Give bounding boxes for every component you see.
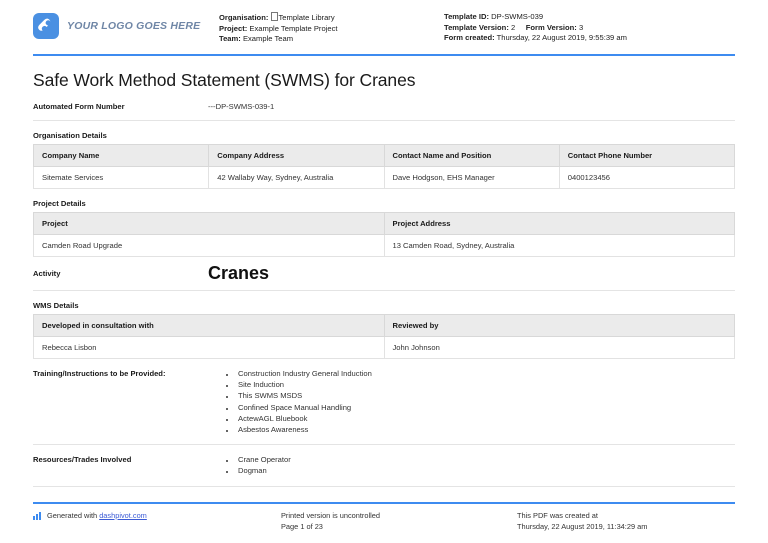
table-cell: 0400123456 [559,167,734,189]
list-item: • ActewAGL Bluebook [236,413,372,424]
header-template-id-line [444,12,735,23]
header-team-line [219,34,444,45]
wms-details-table [33,314,735,359]
column-header: Developed in consultation with [34,315,385,337]
organisation-details-table [33,144,735,189]
logo-block [33,11,219,39]
dashpivot-link[interactable]: dashpivot.com [99,511,147,520]
table-row [34,235,735,257]
training-row [33,359,735,445]
project-details-table [33,212,735,257]
list-item: • Crane Operator [236,454,291,465]
footer-created-block [517,511,735,532]
footer-print-block [281,511,517,532]
project-details-title: Project Details [33,199,86,208]
header-template-version-value: 2 [510,22,516,32]
table-row [34,167,735,189]
table-cell: Sitemate Services [34,167,209,189]
header-form-version-value: 3 [578,22,584,32]
organisation-details-title: Organisation Details [33,131,107,140]
header-template-id-value: DP-SWMS-039 [491,12,544,21]
dashpivot-swirl-logo-icon [33,13,59,39]
column-header: Company Address [209,145,384,167]
training-label: Training/Instructions to be Provided: [33,369,166,378]
page-title: Safe Work Method Statement (SWMS) for Cranes [33,70,416,90]
header-organisation-value: Template Library [278,13,335,22]
automated-form-number-value: ---DP-SWMS-039-1 [208,102,275,111]
header-project-value: Example Template Project [249,23,338,33]
header-organisation-label: Organisation: [219,13,269,22]
table-cell: John Johnson [384,337,735,359]
header-project-line [219,24,444,35]
wms-details-title: WMS Details [33,301,79,310]
footer-page-number: Page 1 of 23 [281,521,323,531]
resources-label: Resources/Trades Involved [33,455,132,465]
list-item: • Confined Space Manual Handling [236,402,372,413]
header-organisation-block [219,11,444,45]
header-form-created-line [444,33,735,44]
header-team-label: Team: [219,34,241,44]
header-template-id-label: Template ID: [444,12,490,21]
footer-created-label: This PDF was created at [517,511,598,520]
footer-generated-block [33,511,281,532]
table-cell: 13 Camden Road, Sydney, Australia [384,235,735,257]
document-header [33,0,735,49]
wms-details-section [33,301,735,359]
column-header: Contact Phone Number [559,145,734,167]
list-item: • Asbestos Awareness [236,424,372,435]
training-list [208,368,372,435]
column-header: Project Address [384,213,735,235]
table-header-row [34,315,735,337]
list-item: • Dogman [236,465,291,476]
table-row [34,337,735,359]
activity-label: Activity [33,268,61,278]
activity-value: Cranes [208,263,270,283]
footer-printed-notice: Printed version is uncontrolled [281,511,381,520]
bar-chart-icon [33,512,42,520]
automated-form-number-label: Automated Form Number [33,102,125,111]
missing-glyph-icon [271,12,278,21]
header-form-created-value: Thursday, 22 August 2019, 9:55:39 am [496,33,627,43]
header-divider [33,54,735,56]
footer-generated-line [33,511,281,522]
table-header-row [34,213,735,235]
automated-form-number-row [33,91,735,121]
list-item: • This SWMS MSDS [236,390,372,401]
header-organisation-line [219,12,444,24]
table-cell: Rebecca Lisbon [34,337,385,359]
header-form-version-label: Form Version: [525,22,577,32]
resources-list [208,454,291,476]
footer-generated-text: Generated with [47,511,98,520]
document-footer [33,502,735,532]
column-header: Reviewed by [384,315,735,337]
column-header: Project [34,213,385,235]
column-header: Contact Name and Position [384,145,559,167]
footer-divider [33,502,735,504]
project-details-section [33,199,735,257]
header-team-value: Example Team [242,34,294,44]
organisation-details-section [33,131,735,189]
table-header-row [34,145,735,167]
header-version-line [444,23,735,34]
header-template-version-label: Template Version: [444,22,509,32]
footer-created-value: Thursday, 22 August 2019, 11:34:29 am [517,521,648,531]
table-cell: Camden Road Upgrade [34,235,385,257]
column-header: Company Name [34,145,209,167]
footer-columns [33,511,735,532]
header-form-created-label: Form created: [444,33,495,43]
resources-row [33,445,735,486]
list-item: • Construction Industry General Induction [236,368,372,379]
logo-text: YOUR LOGO GOES HERE [67,20,201,32]
header-project-label: Project: [219,23,248,33]
activity-row [33,257,735,291]
table-cell: 42 Wallaby Way, Sydney, Australia [209,167,384,189]
header-template-block [444,11,735,44]
list-item: • Site Induction [236,379,372,390]
table-cell: Dave Hodgson, EHS Manager [384,167,559,189]
